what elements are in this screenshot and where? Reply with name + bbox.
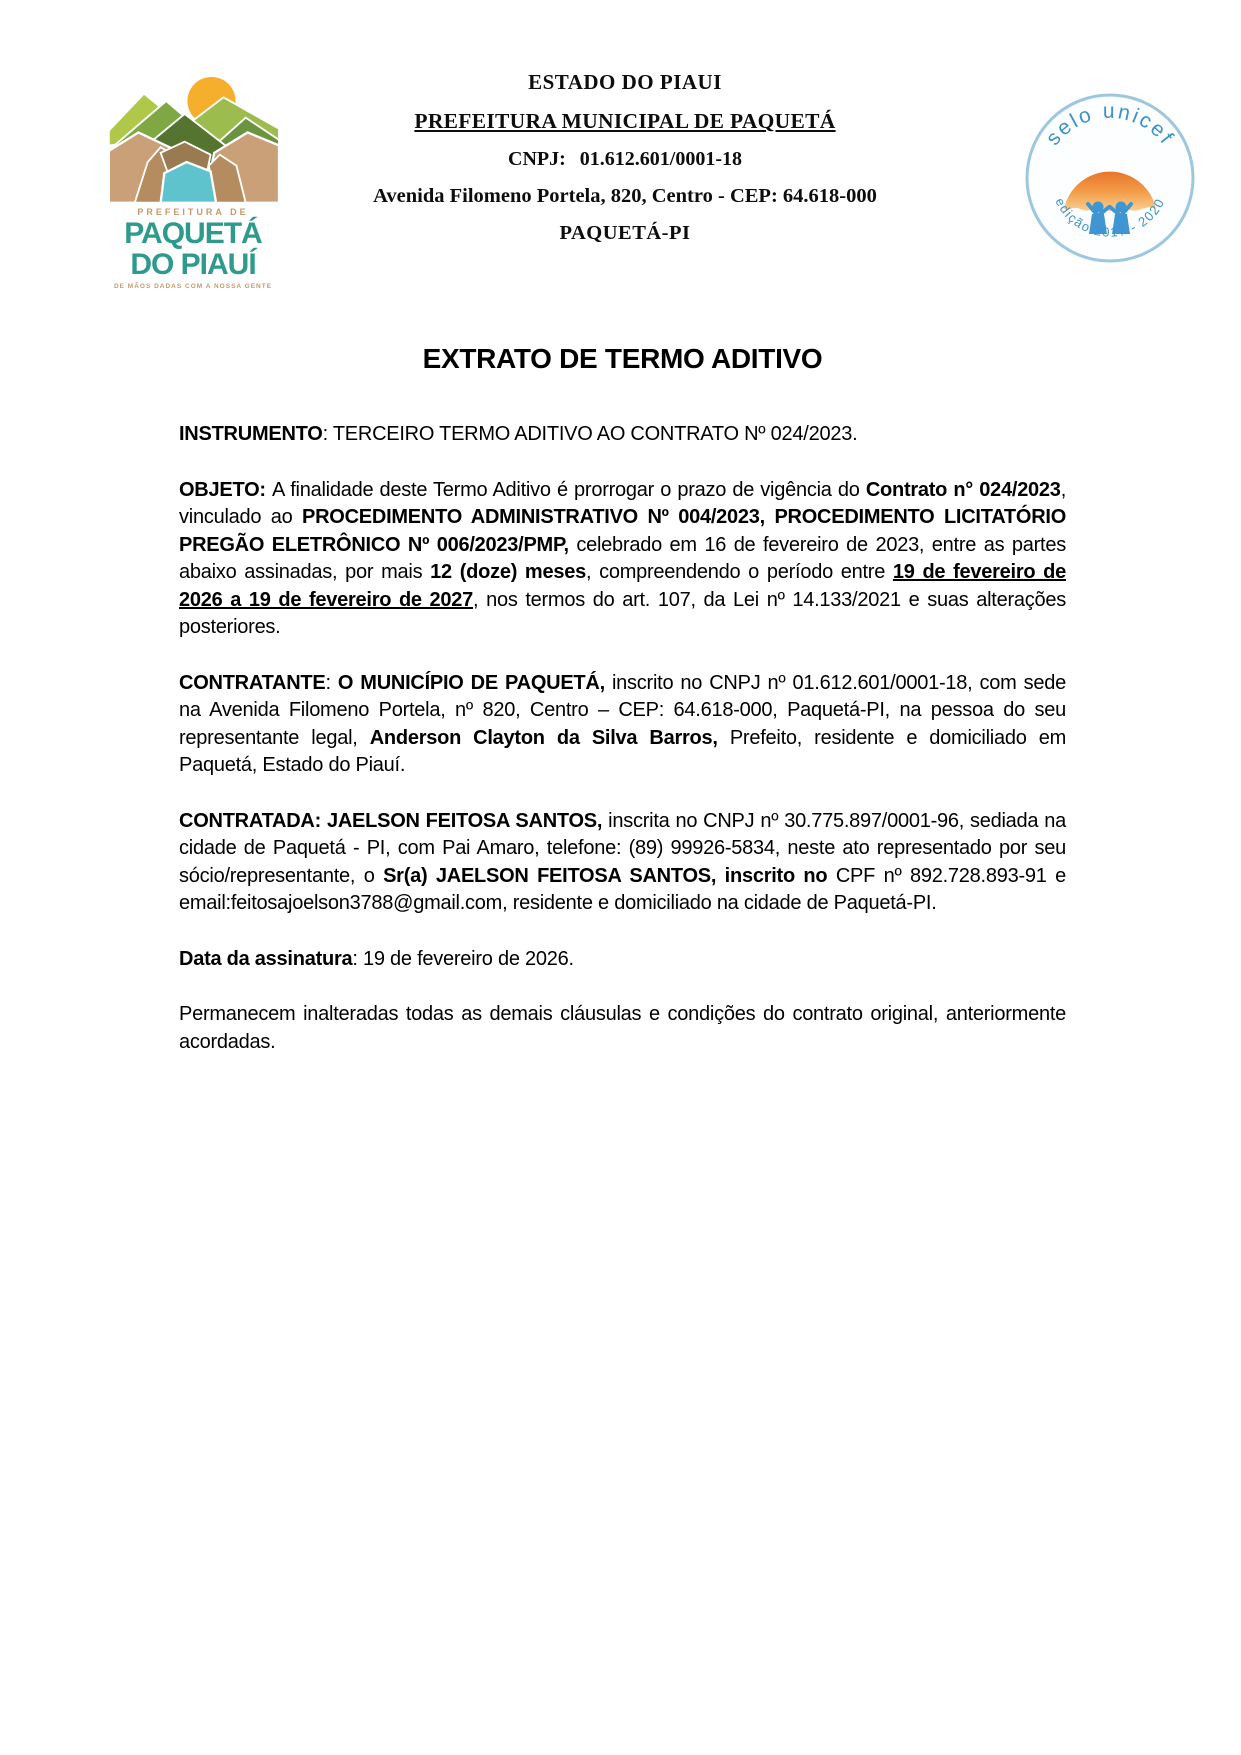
cnpj-value: 01.612.601/0001-18	[579, 148, 742, 170]
header-cnpj-line	[285, 148, 965, 171]
municipality-logo-icon	[107, 72, 279, 204]
header-address-line: Avenida Filomeno Portela, 820, Centro - CEP: 64.618-000	[373, 185, 877, 207]
seal-top-text: selo unicef	[1041, 100, 1179, 150]
unicef-seal-icon	[1024, 92, 1196, 264]
logo-name-line2: DO PIAUÍ	[130, 248, 256, 281]
document-body	[179, 343, 1066, 1084]
municipality-logo	[98, 72, 288, 291]
logo-pretitle: PREFEITURA DE	[137, 207, 249, 217]
paragraph-clausulas: Permanecem inalteradas todas as demais cláusulas e condições do contrato original, anteriormente acordadas.	[179, 1003, 1066, 1053]
header-city-line: PAQUETÁ-PI	[559, 222, 691, 244]
paragraph-objeto: OBJETO: A finalidade deste Termo Aditivo é prorrogar o prazo de vigência do Contrato n° 024/2023, vinculado ao PROCEDIMENTO ADMINISTRATIVO Nº 004/2023, PROCEDIMENTO LICITATÓRIO PREGÃO ELETRÔNICO Nº 006/2023/PMP, celebrado em 16 de fevereiro de 2023, entre as partes abaixo assinadas, por mais 12 (doze) meses, compreendendo o período entre 19 de fevereiro de 2026 a 19 de fevereiro de 2027, nos termos do art. 107, da Lei nº 14.133/2021 e suas alterações posteriores.	[179, 478, 1067, 638]
cnpj-label: CNPJ:	[508, 148, 566, 170]
document-title: EXTRATO DE TERMO ADITIVO	[422, 343, 823, 374]
header-prefeitura-line: PREFEITURA MUNICIPAL DE PAQUETÁ	[414, 109, 836, 133]
logo-name-line1: PAQUETÁ	[124, 217, 262, 250]
seal-bottom-text: edição 2017 - 2020	[1052, 195, 1168, 240]
paragraph-contratada: CONTRATADA: JAELSON FEITOSA SANTOS, inscrita no CNPJ nº 30.775.897/0001-96, sediada na cidade de Paquetá - PI, com Pai Amaro, telefone: (89) 99926-5834, neste ato representado por seu sócio/representante, o Sr(a) JAELSON FEITOSA SANTOS, inscrito no CPF nº 892.728.893-91 e email:feitosajoelson3788@gmail.com, residente e domiciliado na cidade de Paquetá-PI.	[179, 809, 1066, 914]
paragraph-data-assinatura: Data da assinatura: 19 de fevereiro de 2026.	[179, 947, 574, 970]
paragraph-contratante: CONTRATANTE: O MUNICÍPIO DE PAQUETÁ, inscrito no CNPJ nº 01.612.601/0001-18, com sede na Avenida Filomeno Portela, nº 820, Centro – CEP: 64.618-000, Paquetá-PI, na pessoa do seu representante legal, Anderson Clayton da Silva Barros, Prefeito, residente e domiciliado em Paquetá, Estado do Piauí.	[179, 671, 1067, 776]
logo-tagline: DE MÃOS DADAS COM A NOSSA GENTE	[113, 283, 273, 290]
letterhead	[285, 70, 965, 259]
paragraph-instrumento: INSTRUMENTO: TERCEIRO TERMO ADITIVO AO CONTRATO Nº 024/2023.	[179, 423, 858, 445]
header-state-line: ESTADO DO PIAUI	[528, 70, 722, 94]
unicef-seal	[1024, 92, 1196, 264]
